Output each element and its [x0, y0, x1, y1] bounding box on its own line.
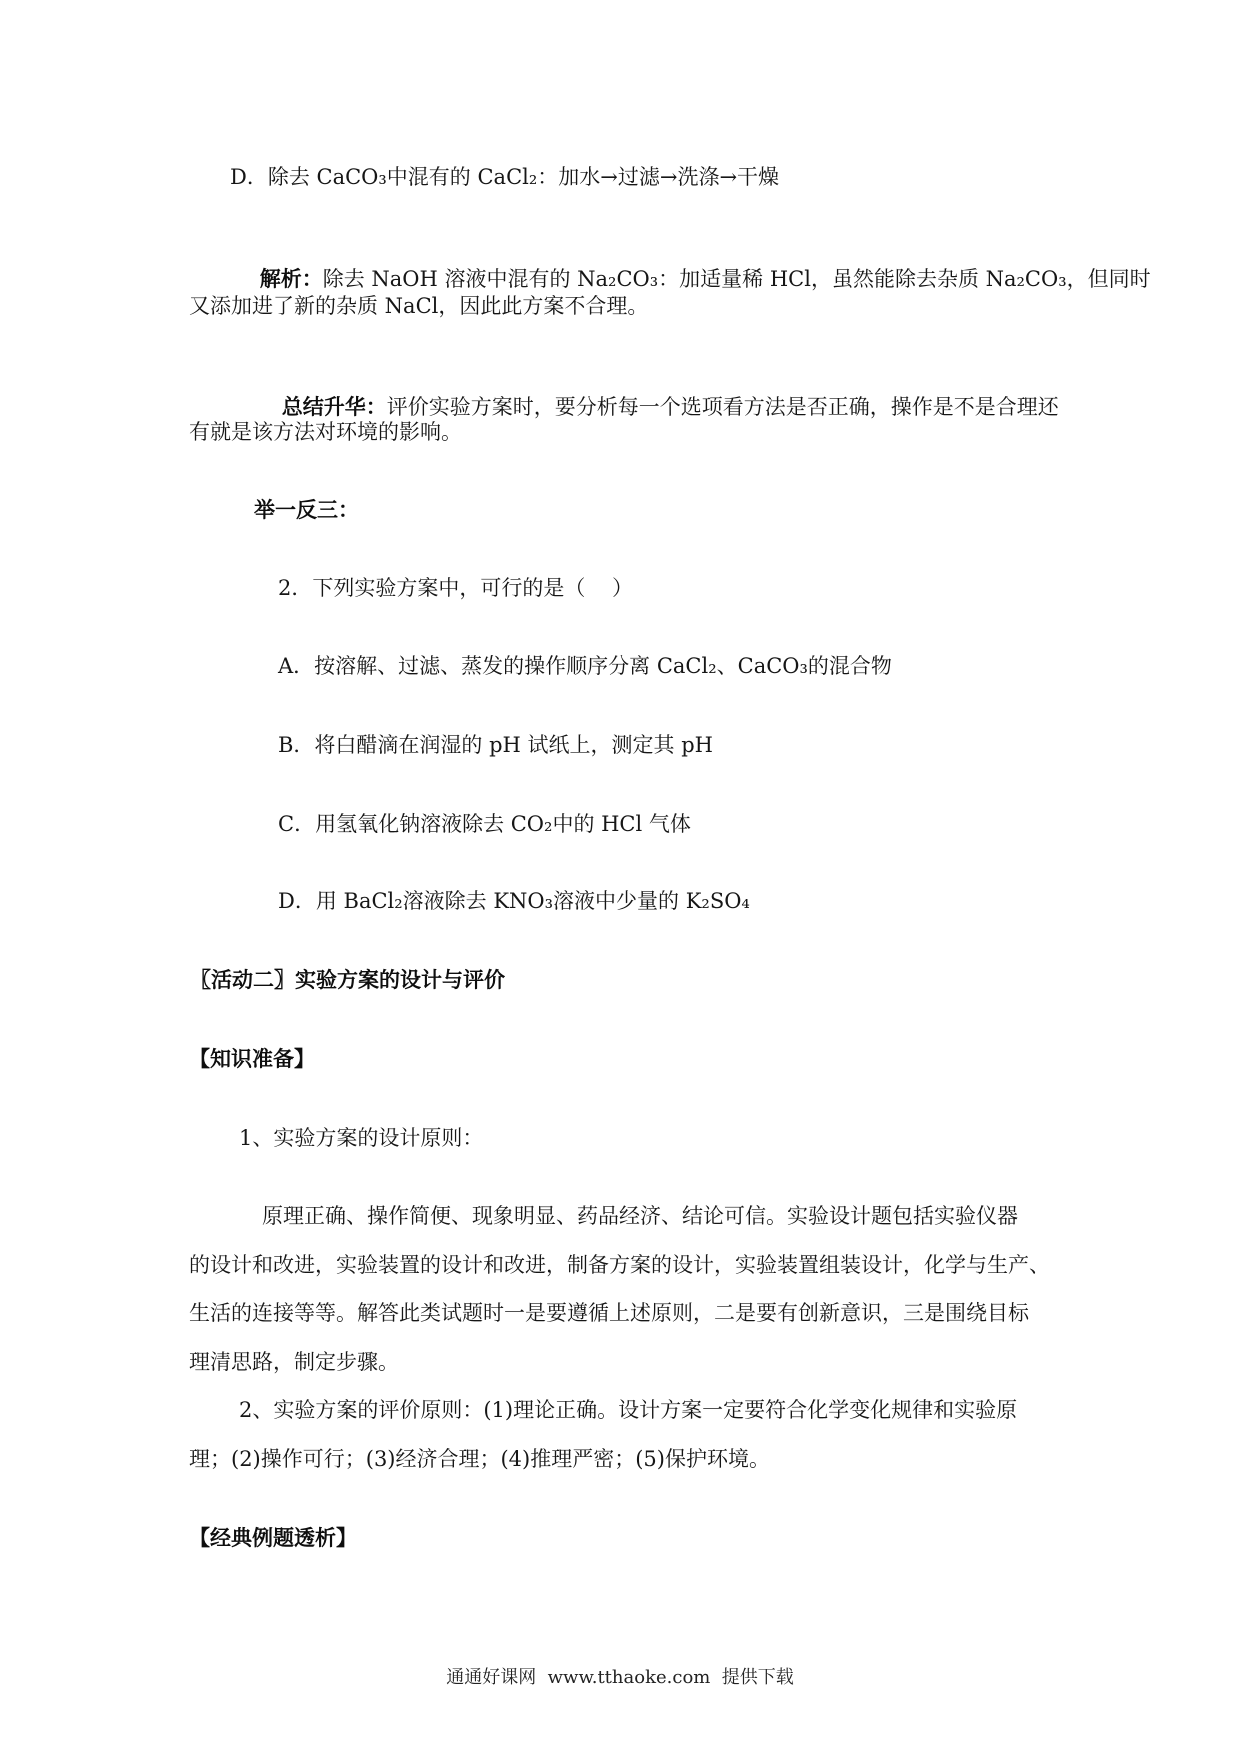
design-principle-line-4: 理清思路，制定步骤。: [189, 1350, 399, 1374]
previous-option-d: D．除去 CaCO₃中混有的 CaCl₂：加水→过滤→洗涤→干燥: [230, 165, 780, 189]
practice-option-a: A．按溶解、过滤、蒸发的操作顺序分离 CaCl₂、CaCO₃的混合物: [278, 654, 892, 678]
design-principle-title: 1、实验方案的设计原则：: [239, 1126, 484, 1150]
analysis-text: 除去 NaOH 溶液中混有的 Na₂CO₃：加适量稀 HCl，虽然能除去杂质 Na₂CO₃，但同时: [322, 267, 1151, 291]
summary-line-2: 有就是该方法对环境的影响。: [189, 420, 462, 444]
activity2-heading: 〖活动二〗实验方案的设计与评价: [190, 967, 505, 992]
summary-text: 评价实验方案时，要分析每一个选项看方法是否正确，操作是不是合理还: [386, 395, 1059, 419]
practice-label: 举一反三：: [254, 497, 359, 522]
design-principle-line-3: 生活的连接等等。解答此类试题时一是要遵循上述原则，二是要有创新意识，三是围绕目标: [189, 1301, 1029, 1325]
practice-question: 2．下列实验方案中，可行的是（ ）: [278, 576, 634, 600]
summary-label: 总结升华：: [281, 394, 387, 419]
practice-option-c: C．用氢氧化钠溶液除去 CO₂中的 HCl 气体: [278, 812, 691, 836]
page-footer: 通通好课网 www.tthaoke.com 提供下载: [446, 1667, 794, 1688]
analysis-label: 解析：: [259, 266, 323, 291]
practice-option-b: B．将白醋滴在润湿的 pH 试纸上，测定其 pH: [278, 733, 713, 757]
evaluation-principle-line-2: 理；(2)操作可行；(3)经济合理；(4)推理严密；(5)保护环境。: [189, 1447, 770, 1471]
analysis-line-2: 又添加进了新的杂质 NaCl，因此此方案不合理。: [189, 294, 649, 318]
design-principle-line-1: 原理正确、操作简便、现象明显、药品经济、结论可信。实验设计题包括实验仪器: [262, 1204, 1018, 1228]
knowledge-heading: 【知识准备】: [189, 1046, 315, 1071]
example-heading: 【经典例题透析】: [189, 1525, 357, 1550]
practice-option-d: D．用 BaCl₂溶液除去 KNO₃溶液中少量的 K₂SO₄: [278, 889, 750, 913]
evaluation-principle-line-1: 2、实验方案的评价原则：(1)理论正确。设计方案一定要符合化学变化规律和实验原: [239, 1398, 1018, 1422]
design-principle-line-2: 的设计和改进，实验装置的设计和改进，制备方案的设计，实验装置组装设计，化学与生产、: [189, 1253, 1050, 1277]
